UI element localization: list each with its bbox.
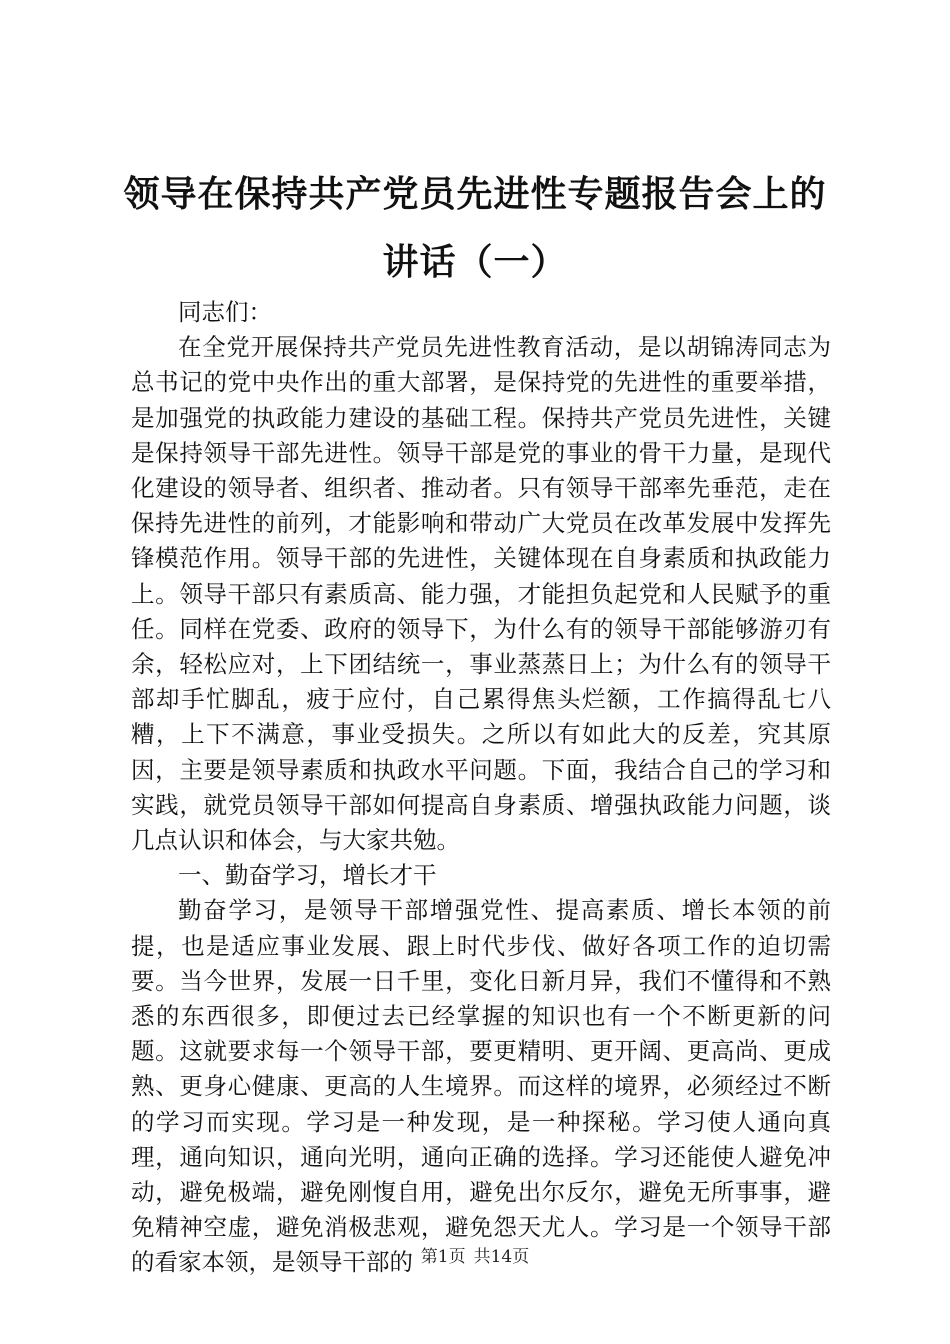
body-paragraph: 在全党开展保持共产党员先进性教育活动，是以胡锦涛同志为总书记的党中央作出的重大部署，是保持党的先进性的重要举措，是加强党的执政能力建设的基础工程。保持共产党员先进性，关键是保持领导干部先进性。领导干部是党的事业的骨干力量，是现代化建设的领导者、组织者、推动者。只有领导干部率先垂范，走在保持先进性的前列，才能影响和带动广大党员在改革发展中发挥先锋模范作用。领导干部的先进性，关键体现在自身素质和执政能力上。领导干部只有素质高、能力强，才能担负起党和人民赋予的重任。同样在党委、政府的领导下，为什么有的领导干部能够游刃有余，轻松应对，上下团结统一，事业蒸蒸日上；为什么有的领导干部却手忙脚乱，疲于应付，自己累得焦头烂额，工作搞得乱七八糟，上下不满意，事业受损失。之所以有如此大的反差，究其原因，主要是领导素质和执政水平问题。下面，我结合自己的学习和实践，就党员领导干部如何提高自身素质、增强执政能力问题，谈几点认识和体会，与大家共勉。 <box>131 333 831 855</box>
body-paragraph: 勤奋学习，是领导干部增强党性、提高素质、增长本领的前提，也是适应事业发展、跟上时代步伐、做好各项工作的迫切需要。当今世界，发展一日千里，变化日新月异，我们不懂得和不熟悉的东西很多，即便过去已经掌握的知识也有一个不断更新的问题。这就要求每一个领导干部，要更精明、更开阔、更高尚、更成熟、更身心健康、更高的人生境界。而这样的境界，必须经过不断的学习而实现。学习是一种发现，是一种探秘。学习使人通向真理，通向知识，通向光明，通向正确的选择。学习还能使人避免冲动，避免极端，避免刚愎自用，避免出尔反尔，避免无所事事，避免精神空虚，避免消极悲观，避免怨天尤人。学习是一个领导干部的看家本领，是领导干部的 <box>131 896 831 1277</box>
page-total: 共14页 <box>473 1247 530 1267</box>
document-body <box>131 295 831 1281</box>
section-heading: 一、勤奋学习，增长才干 <box>178 861 437 890</box>
document-title: 领导在保持共产党员先进性专题报告会上的讲话（一） <box>123 173 827 283</box>
page-number: 第1页 <box>420 1247 466 1267</box>
page-footer <box>0 1242 950 1267</box>
salutation-paragraph: 同志们： <box>178 298 272 326</box>
